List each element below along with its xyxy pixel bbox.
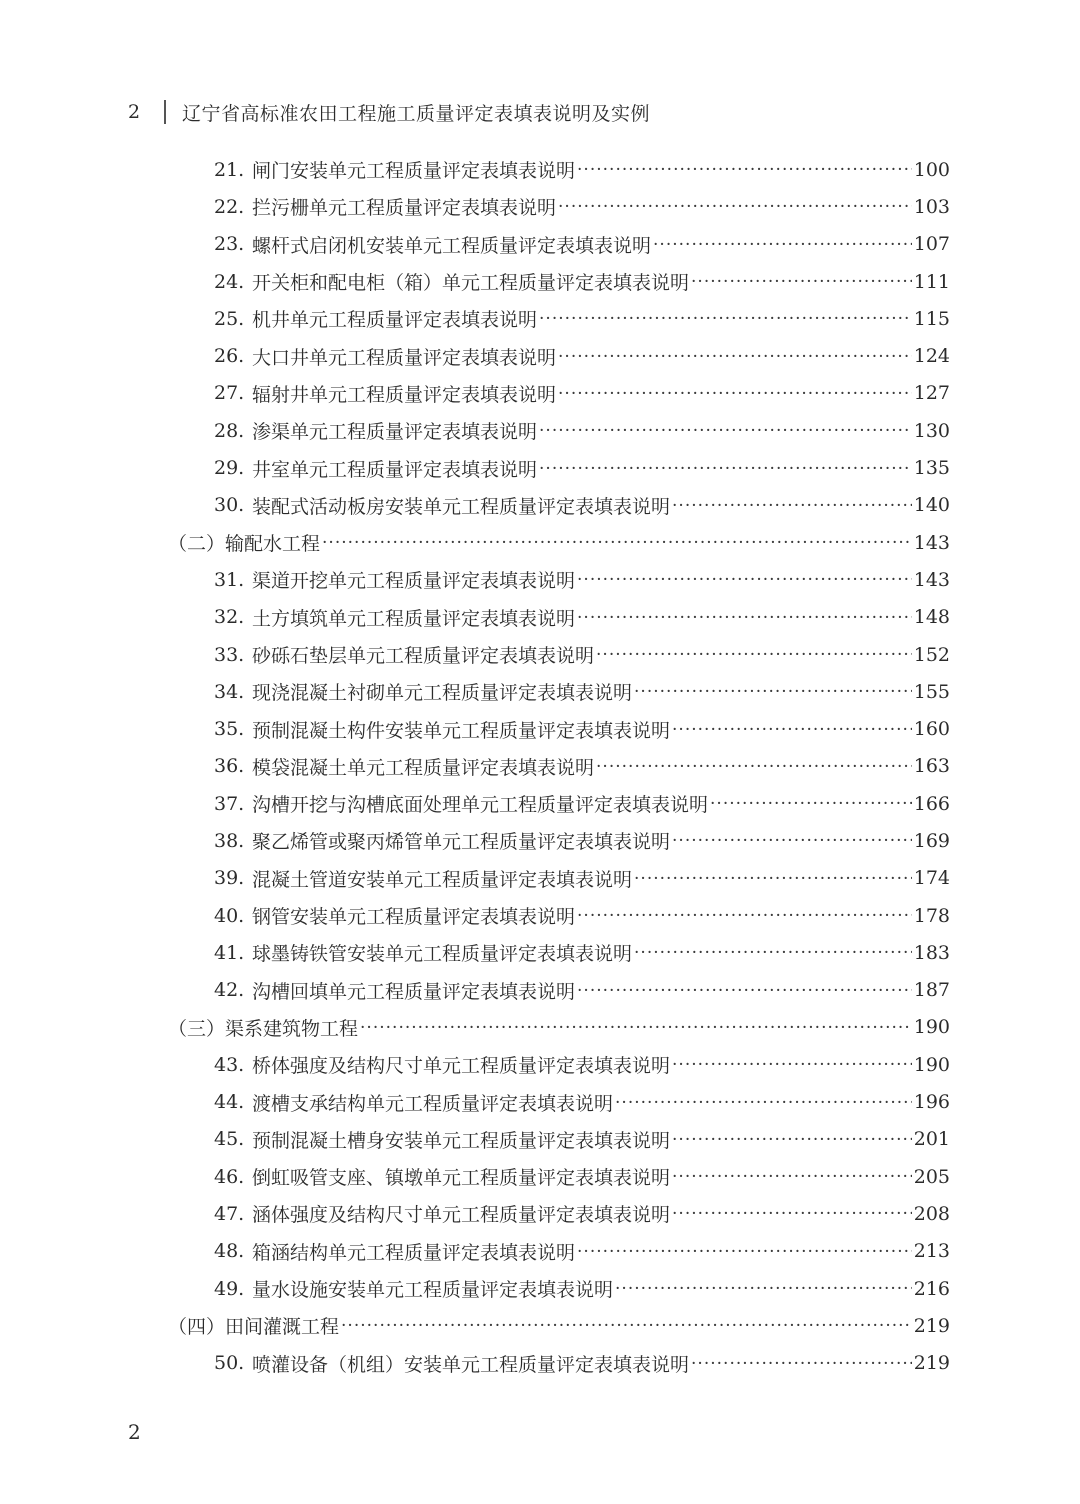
toc-entry-number: 40. (214, 904, 245, 927)
toc-entry (0, 1158, 1080, 1195)
toc-entry-number: 27. (214, 382, 245, 405)
toc-entry (0, 1083, 1080, 1120)
toc-entry-number: 41. (214, 941, 245, 964)
toc-page-number: 201 (913, 1128, 950, 1151)
toc-entry (0, 599, 1080, 636)
toc-entry-number: 22. (214, 195, 245, 218)
toc-entry-number: 29. (214, 457, 245, 480)
toc-entry-number: 48. (214, 1240, 245, 1263)
toc-entry-number: 39. (214, 867, 245, 890)
toc-entry-title: 装配式活动板房安装单元工程质量评定表填表说明 (252, 495, 671, 518)
toc-dot-leader (558, 199, 912, 216)
toc-page-number: 103 (913, 195, 950, 218)
toc-entry-number: 25. (214, 307, 245, 330)
toc-entry-number: 42. (214, 979, 245, 1002)
toc-page-number: 155 (913, 680, 950, 703)
toc-entry-title: 开关柜和配电柜（箱）单元工程质量评定表填表说明 (252, 272, 690, 295)
toc-dot-leader (672, 1132, 912, 1149)
toc-dot-leader (322, 535, 912, 552)
toc-page-number: 152 (913, 643, 950, 666)
toc-entry-title: 渗渠单元工程质量评定表填表说明 (252, 421, 538, 444)
toc-entry-title: 预制混凝土构件安装单元工程质量评定表填表说明 (252, 719, 671, 742)
toc-dot-leader (672, 722, 912, 739)
toc-page-number: 163 (913, 755, 950, 778)
toc-entry-title: 聚乙烯管或聚丙烯管单元工程质量评定表填表说明 (252, 831, 671, 854)
toc-page-number: 127 (913, 382, 950, 405)
toc-entry-title: 球墨铸铁管安装单元工程质量评定表填表说明 (252, 943, 633, 966)
toc-entry-title: 土方填筑单元工程质量评定表填表说明 (252, 607, 576, 630)
toc-entry-title: 混凝土管道安装单元工程质量评定表填表说明 (252, 868, 633, 891)
toc-entry-title: 机井单元工程质量评定表填表说明 (252, 309, 538, 332)
toc-entry-title: 螺杆式启闭机安装单元工程质量评定表填表说明 (252, 234, 652, 257)
toc-dot-leader (577, 572, 912, 589)
toc-entry (0, 785, 1080, 822)
toc-dot-leader (341, 1318, 912, 1335)
toc-section-entry (0, 1307, 1080, 1344)
toc-section-title: （三）渠系建筑物工程 (168, 1017, 359, 1040)
toc-entry (0, 300, 1080, 337)
toc-dot-leader (558, 349, 912, 366)
toc-entry (0, 934, 1080, 971)
toc-entry-number: 31. (214, 568, 245, 591)
toc-dot-leader (710, 796, 912, 813)
table-of-contents (0, 151, 1080, 1382)
toc-dot-leader (577, 610, 912, 627)
toc-entry-title: 渠道开挖单元工程质量评定表填表说明 (252, 570, 576, 593)
toc-entry (0, 1046, 1080, 1083)
toc-page-number: 135 (913, 457, 950, 480)
toc-page-number: 216 (913, 1277, 950, 1300)
toc-dot-leader (634, 684, 912, 701)
toc-dot-leader (634, 871, 912, 888)
toc-entry (0, 561, 1080, 598)
toc-page-number: 183 (913, 941, 950, 964)
toc-page-number: 107 (913, 233, 950, 256)
toc-entry (0, 897, 1080, 934)
toc-entry (0, 710, 1080, 747)
toc-entry-number: 32. (214, 606, 245, 629)
toc-dot-leader (360, 1020, 912, 1037)
toc-page-number: 174 (913, 867, 950, 890)
header-book-title: 辽宁省高标准农田工程施工质量评定表填表说明及实例 (182, 102, 651, 125)
toc-entry-number: 34. (214, 680, 245, 703)
toc-entry (0, 673, 1080, 710)
toc-entry-number: 36. (214, 755, 245, 778)
toc-dot-leader (672, 833, 912, 850)
toc-entry (0, 449, 1080, 486)
toc-dot-leader (539, 311, 912, 328)
toc-page-number: 148 (913, 606, 950, 629)
toc-dot-leader (691, 1356, 912, 1373)
toc-entry-title: 砂砾石垫层单元工程质量评定表填表说明 (252, 645, 595, 667)
toc-entry-number: 37. (214, 792, 245, 815)
toc-entry (0, 151, 1080, 188)
toc-entry-number: 44. (214, 1091, 245, 1114)
toc-entry (0, 1233, 1080, 1270)
toc-page-number: 178 (913, 904, 950, 927)
toc-entry-number: 43. (214, 1053, 245, 1076)
toc-dot-leader (577, 1244, 912, 1261)
toc-entry (0, 337, 1080, 374)
toc-dot-leader (596, 647, 912, 664)
toc-entry-number: 23. (214, 233, 245, 256)
toc-entry-number: 30. (214, 494, 245, 517)
toc-entry (0, 188, 1080, 225)
toc-page-number: 166 (913, 792, 950, 815)
toc-entry-title: 闸门安装单元工程质量评定表填表说明 (252, 160, 576, 183)
toc-entry (0, 1345, 1080, 1382)
toc-entry (0, 822, 1080, 859)
toc-section-title: （二）输配水工程 (168, 533, 321, 556)
toc-entry (0, 972, 1080, 1009)
toc-dot-leader (577, 162, 912, 179)
toc-page-number: 115 (913, 307, 950, 330)
toc-page-number: 143 (913, 568, 950, 591)
toc-entry (0, 1270, 1080, 1307)
toc-entry-title: 现浇混凝土衬砌单元工程质量评定表填表说明 (252, 682, 633, 705)
toc-dot-leader (596, 759, 912, 776)
toc-entry-title: 沟槽回填单元工程质量评定表填表说明 (252, 980, 576, 1003)
toc-entry-title: 钢管安装单元工程质量评定表填表说明 (252, 906, 576, 929)
toc-entry (0, 226, 1080, 263)
toc-entry-number: 33. (214, 643, 245, 666)
toc-page-number: 160 (913, 718, 950, 741)
toc-page-number: 196 (913, 1091, 950, 1114)
toc-entry-number: 49. (214, 1277, 245, 1300)
header-page-number: 2 (128, 101, 141, 123)
toc-entry-title: 大口井单元工程质量评定表填表说明 (252, 346, 557, 369)
toc-entry (0, 1121, 1080, 1158)
toc-dot-leader (615, 1095, 912, 1112)
toc-section-entry (0, 1009, 1080, 1046)
toc-page-number: 143 (913, 531, 950, 554)
toc-entry-number: 50. (214, 1352, 245, 1375)
toc-entry (0, 487, 1080, 524)
toc-entry-title: 沟槽开挖与沟槽底面处理单元工程质量评定表填表说明 (252, 794, 709, 817)
toc-entry (0, 636, 1080, 673)
toc-dot-leader (672, 1169, 912, 1186)
toc-page-number: 213 (913, 1240, 950, 1263)
toc-dot-leader (539, 461, 912, 478)
toc-entry-title: 模袋混凝土单元工程质量评定表填表说明 (252, 756, 595, 779)
toc-dot-leader (577, 908, 912, 925)
toc-entry-title: 渡槽支承结构单元工程质量评定表填表说明 (252, 1092, 614, 1115)
toc-entry-number: 28. (214, 419, 245, 442)
toc-entry-title: 倒虹吸管支座、镇墩单元工程质量评定表填表说明 (252, 1167, 671, 1190)
toc-entry (0, 375, 1080, 412)
toc-entry-number: 38. (214, 829, 245, 852)
header-divider (164, 100, 166, 124)
toc-dot-leader (691, 274, 912, 291)
toc-page-number: 208 (913, 1202, 950, 1225)
toc-entry-number: 46. (214, 1165, 245, 1188)
toc-entry-title: 预制混凝土槽身安装单元工程质量评定表填表说明 (252, 1129, 671, 1152)
toc-page-number: 130 (913, 419, 950, 442)
footer-page-number: 2 (128, 1420, 141, 1444)
toc-dot-leader (577, 983, 912, 1000)
toc-entry-title: 喷灌设备（机组）安装单元工程质量评定表填表说明 (252, 1353, 690, 1376)
toc-entry (0, 748, 1080, 785)
toc-dot-leader (615, 1281, 912, 1298)
toc-entry-number: 35. (214, 718, 245, 741)
toc-entry-number: 47. (214, 1202, 245, 1225)
toc-dot-leader (672, 1206, 912, 1223)
toc-page-number: 190 (913, 1016, 950, 1039)
toc-section-title: （四）田间灌溉工程 (168, 1316, 340, 1339)
toc-entry-title: 涵体强度及结构尺寸单元工程质量评定表填表说明 (252, 1204, 671, 1227)
toc-entry-number: 45. (214, 1128, 245, 1151)
toc-entry (0, 860, 1080, 897)
toc-page-number: 111 (913, 270, 950, 293)
toc-dot-leader (634, 945, 912, 962)
toc-dot-leader (558, 386, 912, 403)
toc-entry-title: 井室单元工程质量评定表填表说明 (252, 458, 538, 481)
toc-entry-title: 桥体强度及结构尺寸单元工程质量评定表填表说明 (252, 1055, 671, 1078)
running-header (128, 96, 650, 128)
toc-dot-leader (539, 423, 912, 440)
toc-entry-number: 26. (214, 345, 245, 368)
toc-entry-title: 拦污栅单元工程质量评定表填表说明 (252, 197, 557, 220)
toc-entry-title: 箱涵结构单元工程质量评定表填表说明 (252, 1241, 576, 1264)
toc-page-number: 190 (913, 1053, 950, 1076)
toc-entry (0, 412, 1080, 449)
toc-entry (0, 1195, 1080, 1232)
toc-dot-leader (672, 1057, 912, 1074)
toc-dot-leader (672, 498, 912, 515)
toc-page-number: 219 (913, 1352, 950, 1375)
toc-page-number: 124 (913, 345, 950, 368)
toc-page-number: 140 (913, 494, 950, 517)
toc-entry-title: 量水设施安装单元工程质量评定表填表说明 (252, 1279, 614, 1302)
toc-page-number: 219 (913, 1314, 950, 1337)
toc-section-entry (0, 524, 1080, 561)
toc-entry (0, 263, 1080, 300)
toc-page-number: 100 (913, 158, 950, 181)
toc-entry-number: 24. (214, 270, 245, 293)
toc-dot-leader (653, 237, 912, 254)
toc-page-number: 187 (913, 979, 950, 1002)
toc-entry-title: 辐射井单元工程质量评定表填表说明 (252, 383, 557, 406)
toc-entry-number: 21. (214, 158, 245, 181)
toc-page-number: 205 (913, 1165, 950, 1188)
toc-page-number: 169 (913, 829, 950, 852)
